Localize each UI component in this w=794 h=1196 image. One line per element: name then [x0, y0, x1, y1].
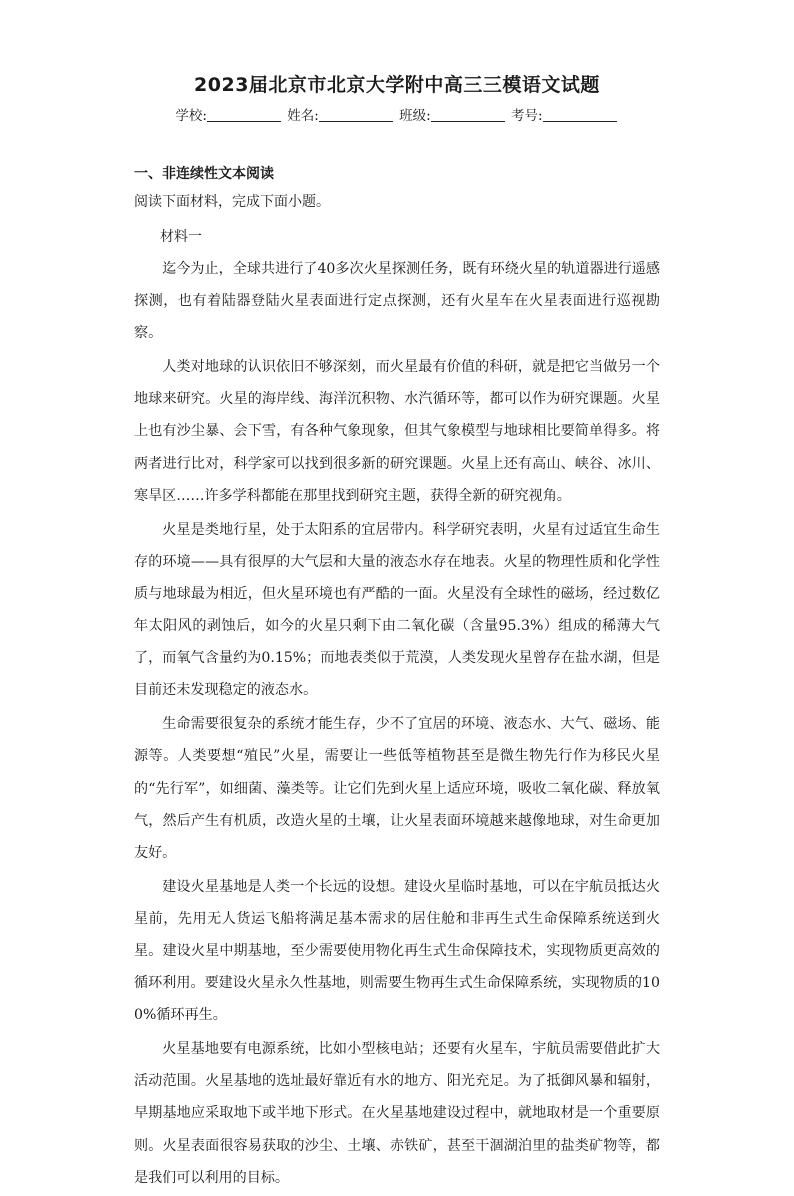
student-info-line [0, 104, 794, 124]
paragraph: 火星基地要有电源系统，比如小型核电站；还要有火星车，宇航员需要借此扩大活动范围。火星基地的选址最好靠近有水的地方、阳光充足。为了抵御风暴和辐射，早期基地应采取地下或半地下形式。在火星基地建设过程中，就地取材是一个重要原则。火星表面很容易获取的沙尘、土壤、赤铁矿，甚至干涸湖泊里的盐类矿物等，都是我们可以利用的目标。 [134, 1041, 660, 1186]
paragraph: 建设火星基地是人类一个长远的设想。建设火星临时基地，可以在宇航员抵达火星前，先用无人货运飞船将满足基本需求的居住舱和非再生式生命保障系统送到火星。建设火星中期基地，至少需要使用物化再生式生命保障技术，实现物质更高效的循环利用。要建设火星永久性基地，则需要生物再生式生命保障系统，实现物质的100%循环再生。 [134, 878, 660, 1024]
paragraph: 生命需要很复杂的系统才能生存，少不了宜居的环境、液态水、大气、磁场、能源等。人类要想“殖民”火星，需要让一些低等植物甚至是微生物先行作为移民火星的“先行军”，如细菌、藻类等。让它们先到火星上适应环境，吸收二氧化碳、释放氧气，然后产生有机质，改造火星的土壤，让火星表面环境越来越像地球，对生命更加友好。 [134, 716, 660, 861]
paragraph: 火星是类地行星，处于太阳系的宜居带内。科学研究表明，火星有过适宜生命生存的环境——具有很厚的大气层和大量的液态水存在地表。火星的物理性质和化学性质与地球最为相近，但火星环境也有严酷的一面。火星没有全球性的磁场，经过数亿年太阳风的剥蚀后，如今的火星只剩下由二氧化碳（含量95.3%）组成的稀薄大气了，而氧气含量约为0.15%；而地表类似于荒漠，人类发现火星曾存在盐水湖，但是目前还未发现稳定的液态水。 [134, 521, 660, 699]
paragraph: 人类对地球的认识依旧不够深刻，而火星最有价值的科研，就是把它当做另一个地球来研究。火星的海岸线、海洋沉积物、水汽循环等，都可以作为研究课题。火星上也有沙尘暴、会下雪，有各种气象现象，但其气象模型与地球相比要简单得多。将两者进行比对，科学家可以找到很多新的研究课题。火星上还有高山、峡谷、冰川、寒旱区……许多学科都能在那里找到研究主题，获得全新的研究视角。 [134, 359, 660, 504]
name-label: 姓名: [287, 108, 319, 124]
class-blank [431, 121, 505, 122]
class-label: 班级: [399, 108, 431, 124]
section-heading: 一、非连续性文本阅读 [134, 166, 274, 182]
exam-number-label: 考号: [511, 108, 543, 124]
exam-title: 2023届北京市北京大学附中高三三模语文试题 [194, 74, 600, 96]
school-label: 学校: [175, 108, 207, 124]
school-blank [207, 121, 281, 122]
exam-number-blank [543, 121, 617, 122]
material-body [134, 253, 660, 1196]
reading-instruction: 阅读下面材料，完成下面小题。 [134, 194, 330, 210]
name-blank [319, 121, 393, 122]
paragraph: 迄今为止，全球共进行了40多次火星探测任务，既有环绕火星的轨道器进行遥感探测，也有着陆器登陆火星表面进行定点探测，还有火星车在火星表面进行巡视勘察。 [134, 261, 660, 342]
material-label: 材料一 [160, 229, 202, 245]
